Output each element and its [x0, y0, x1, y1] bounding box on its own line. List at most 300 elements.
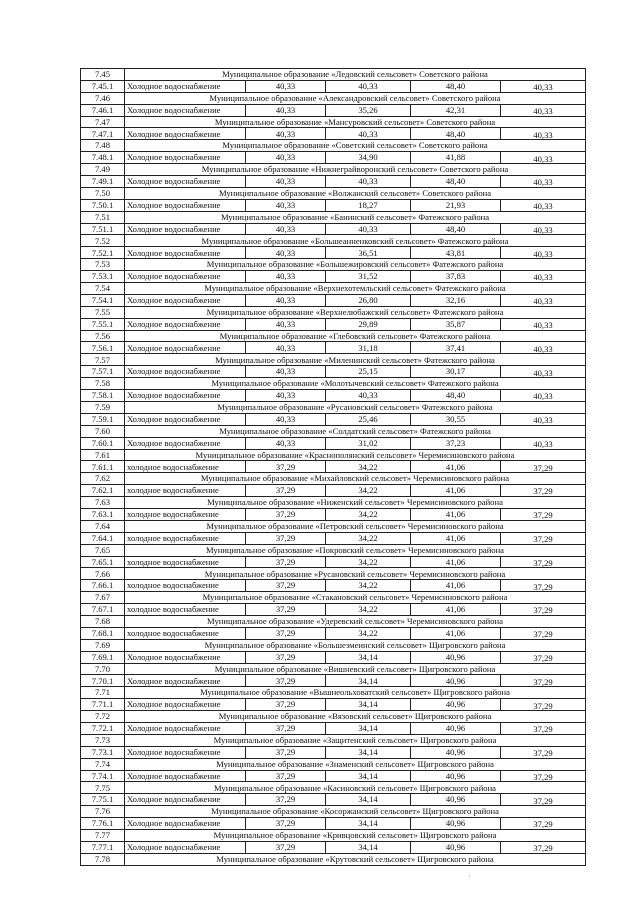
tariff-row: [81, 746, 586, 758]
row-code: 7.75.1: [81, 794, 125, 806]
municipality-title: Муниципальное образование «Советский сельсовет» Советского района: [125, 140, 586, 152]
municipality-title: Муниципальное образование «Русановский сельсовет» Фатежского района: [125, 401, 586, 413]
tariff-value-2: 34,14: [326, 818, 411, 830]
tariff-value-4: 37,29: [501, 841, 586, 853]
municipality-title: Муниципальное образование «Вышнеольховатский сельсовет» Щигровского района: [125, 687, 586, 699]
municipality-header-row: [81, 544, 586, 556]
tariff-value-3: 40,96: [411, 722, 501, 734]
row-code: 7.49: [81, 164, 125, 176]
tariff-value-3: 40,96: [411, 651, 501, 663]
tariff-row: [81, 794, 586, 806]
tariff-row: [81, 104, 586, 116]
tariff-value-2: 35,26: [326, 104, 411, 116]
row-code: 7.64: [81, 520, 125, 532]
tariff-value-2: 34,14: [326, 675, 411, 687]
tariff-value-1: 37,29: [246, 461, 326, 473]
row-code: 7.70: [81, 663, 125, 675]
tariff-value-3: 40,96: [411, 746, 501, 758]
municipality-title: Муниципальное образование «Ниженский сельсовет» Черемисиновского района: [125, 497, 586, 509]
tariff-value-2: 31,02: [326, 437, 411, 449]
tariff-value-4: 37,29: [501, 556, 586, 568]
tariff-value-4: 40,33: [501, 80, 586, 92]
row-code: 7.73.1: [81, 746, 125, 758]
municipality-header-row: [81, 687, 586, 699]
row-code: 7.54: [81, 283, 125, 295]
tariff-value-4: 40,33: [501, 342, 586, 354]
row-code: 7.69: [81, 639, 125, 651]
tariff-value-1: 40,33: [246, 342, 326, 354]
service-name: Холодное водоснабжение: [125, 794, 246, 806]
row-code: 7.47.1: [81, 128, 125, 140]
municipality-header-row: [81, 259, 586, 271]
row-code: 7.52.1: [81, 247, 125, 259]
tariff-value-3: 37,41: [411, 342, 501, 354]
row-code: 7.72: [81, 711, 125, 723]
service-name: холодное водоснабжение: [125, 461, 246, 473]
tariff-value-4: 40,33: [501, 294, 586, 306]
service-name: Холодное водоснабжение: [125, 176, 246, 188]
service-name: Холодное водоснабжение: [125, 675, 246, 687]
service-name: холодное водоснабжение: [125, 532, 246, 544]
tariff-value-1: 37,29: [246, 722, 326, 734]
row-code: 7.76: [81, 806, 125, 818]
service-name: Холодное водоснабжение: [125, 104, 246, 116]
tariff-value-2: 34,14: [326, 841, 411, 853]
tariff-value-4: 40,33: [501, 390, 586, 402]
tariff-row: [81, 413, 586, 425]
tariff-table-body: [81, 69, 586, 866]
municipality-title: Муниципальное образование «Глебовский сельсовет» Фатежского района: [125, 330, 586, 342]
tariff-value-2: 34,22: [326, 461, 411, 473]
row-code: 7.60.1: [81, 437, 125, 449]
tariff-row: [81, 318, 586, 330]
row-code: 7.45: [81, 69, 125, 81]
tariff-value-1: 37,29: [246, 794, 326, 806]
municipality-header-row: [81, 92, 586, 104]
tariff-value-3: 41,06: [411, 556, 501, 568]
tariff-value-4: 37,29: [501, 746, 586, 758]
municipality-header-row: [81, 378, 586, 390]
tariff-value-2: 25,46: [326, 413, 411, 425]
tariff-row: [81, 461, 586, 473]
service-name: Холодное водоснабжение: [125, 366, 246, 378]
municipality-header-row: [81, 330, 586, 342]
tariff-row: [81, 675, 586, 687]
row-code: 7.74: [81, 758, 125, 770]
tariff-value-3: 21,93: [411, 199, 501, 211]
row-code: 7.54.1: [81, 294, 125, 306]
tariff-value-3: 41,06: [411, 461, 501, 473]
tariff-value-3: 43,81: [411, 247, 501, 259]
municipality-title: Муниципальное образование «Верхнехотемльский сельсовет» Фатежского района: [125, 283, 586, 295]
row-code: 7.46: [81, 92, 125, 104]
tariff-value-4: 40,33: [501, 366, 586, 378]
municipality-title: Муниципальное образование «Косоржанский сельсовет» Щигровского района: [125, 806, 586, 818]
tariff-value-2: 40,33: [326, 176, 411, 188]
tariff-value-3: 40,96: [411, 675, 501, 687]
tariff-value-4: 37,29: [501, 675, 586, 687]
row-code: 7.66.1: [81, 580, 125, 592]
tariff-value-1: 40,33: [246, 247, 326, 259]
row-code: 7.68: [81, 615, 125, 627]
tariff-value-2: 31,18: [326, 342, 411, 354]
row-code: 7.64.1: [81, 532, 125, 544]
municipality-title: Муниципальное образование «Касиновский сельсовет» Щигровского района: [125, 782, 586, 794]
municipality-header-row: [81, 853, 586, 865]
service-name: Холодное водоснабжение: [125, 818, 246, 830]
tariff-value-3: 32,16: [411, 294, 501, 306]
municipality-title: Муниципальное образование «Большежировский сельсовет» Фатежского района: [125, 259, 586, 271]
tariff-value-3: 41,06: [411, 532, 501, 544]
municipality-title: Муниципальное образование «Вишневский сельсовет» Щигровского района: [125, 663, 586, 675]
tariff-value-3: 40,96: [411, 770, 501, 782]
tariff-value-4: 37,29: [501, 794, 586, 806]
service-name: Холодное водоснабжение: [125, 699, 246, 711]
tariff-value-1: 37,29: [246, 841, 326, 853]
municipality-header-row: [81, 830, 586, 842]
municipality-header-row: [81, 758, 586, 770]
tariff-value-4: 37,29: [501, 699, 586, 711]
tariff-value-3: 48,40: [411, 128, 501, 140]
tariff-value-1: 37,29: [246, 485, 326, 497]
tariff-value-1: 40,33: [246, 271, 326, 283]
service-name: холодное водоснабжение: [125, 604, 246, 616]
tariff-value-2: 34,14: [326, 794, 411, 806]
row-code: 7.76.1: [81, 818, 125, 830]
page-mark: ·: [468, 872, 471, 881]
row-code: 7.48: [81, 140, 125, 152]
municipality-title: Муниципальное образование «Волжанский сельсовет» Советского района: [125, 187, 586, 199]
tariff-value-4: 40,33: [501, 223, 586, 235]
tariff-value-1: 37,29: [246, 675, 326, 687]
tariff-value-1: 37,29: [246, 627, 326, 639]
municipality-title: Муниципальное образование «Крутовский сельсовет» Щигровского района: [125, 853, 586, 865]
municipality-header-row: [81, 806, 586, 818]
tariff-value-4: 40,33: [501, 318, 586, 330]
row-code: 7.70.1: [81, 675, 125, 687]
service-name: Холодное водоснабжение: [125, 841, 246, 853]
tariff-value-1: 40,33: [246, 390, 326, 402]
tariff-value-1: 40,33: [246, 128, 326, 140]
tariff-value-2: 34,14: [326, 746, 411, 758]
service-name: Холодное водоснабжение: [125, 437, 246, 449]
municipality-header-row: [81, 425, 586, 437]
municipality-header-row: [81, 497, 586, 509]
tariff-value-4: 37,29: [501, 627, 586, 639]
service-name: Холодное водоснабжение: [125, 342, 246, 354]
row-code: 7.73: [81, 734, 125, 746]
tariff-value-3: 48,40: [411, 223, 501, 235]
municipality-title: Муниципальное образование «Вязовский сельсовет» Щигровского района: [125, 711, 586, 723]
municipality-header-row: [81, 568, 586, 580]
tariff-value-3: 41,06: [411, 604, 501, 616]
municipality-header-row: [81, 592, 586, 604]
municipality-header-row: [81, 140, 586, 152]
municipality-header-row: [81, 663, 586, 675]
row-code: 7.53: [81, 259, 125, 271]
row-code: 7.56.1: [81, 342, 125, 354]
row-code: 7.61.1: [81, 461, 125, 473]
municipality-header-row: [81, 235, 586, 247]
tariff-value-4: 37,29: [501, 604, 586, 616]
row-code: 7.74.1: [81, 770, 125, 782]
tariff-value-3: 41,06: [411, 627, 501, 639]
municipality-title: Муниципальное образование «Молотычевский сельсовет» Фатежского района: [125, 378, 586, 390]
row-code: 7.49.1: [81, 176, 125, 188]
tariff-value-3: 41,88: [411, 152, 501, 164]
tariff-row: [81, 699, 586, 711]
tariff-value-1: 40,33: [246, 366, 326, 378]
municipality-title: Муниципальное образование «Покровский сельсовет» Черемисиновского района: [125, 544, 586, 556]
tariff-value-3: 40,96: [411, 841, 501, 853]
row-code: 7.63: [81, 497, 125, 509]
tariff-row: [81, 627, 586, 639]
municipality-title: Муниципальное образование «Удеревский сельсовет» Черемисиновского района: [125, 615, 586, 627]
tariff-value-2: 34,22: [326, 508, 411, 520]
row-code: 7.62: [81, 473, 125, 485]
tariff-value-3: 42,31: [411, 104, 501, 116]
tariff-row: [81, 770, 586, 782]
municipality-header-row: [81, 782, 586, 794]
municipality-header-row: [81, 639, 586, 651]
tariff-value-1: 37,29: [246, 651, 326, 663]
tariff-value-4: 40,33: [501, 176, 586, 188]
tariff-value-4: 37,29: [501, 532, 586, 544]
tariff-value-3: 40,96: [411, 699, 501, 711]
tariff-value-4: 37,29: [501, 461, 586, 473]
tariff-value-1: 40,33: [246, 199, 326, 211]
municipality-header-row: [81, 520, 586, 532]
municipality-title: Муниципальное образование «Солдатский сельсовет» Фатежского района: [125, 425, 586, 437]
tariff-value-1: 37,29: [246, 556, 326, 568]
tariff-value-2: 18,27: [326, 199, 411, 211]
tariff-value-4: 37,29: [501, 508, 586, 520]
tariff-value-3: 37,83: [411, 271, 501, 283]
tariff-value-4: 37,29: [501, 580, 586, 592]
municipality-header-row: [81, 734, 586, 746]
municipality-title: Муниципальное образование «Кривцовский сельсовет» Щигровского района: [125, 830, 586, 842]
tariff-value-2: 29,89: [326, 318, 411, 330]
tariff-value-1: 37,29: [246, 699, 326, 711]
row-code: 7.78: [81, 853, 125, 865]
tariff-row: [81, 508, 586, 520]
tariff-value-4: 40,33: [501, 247, 586, 259]
service-name: холодное водоснабжение: [125, 485, 246, 497]
tariff-value-2: 34,22: [326, 580, 411, 592]
municipality-title: Муниципальное образование «Защитенский сельсовет» Щигровского района: [125, 734, 586, 746]
tariff-row: [81, 80, 586, 92]
tariff-value-4: 40,33: [501, 271, 586, 283]
tariff-value-3: 35,87: [411, 318, 501, 330]
municipality-header-row: [81, 211, 586, 223]
row-code: 7.62.1: [81, 485, 125, 497]
service-name: Холодное водоснабжение: [125, 152, 246, 164]
municipality-header-row: [81, 306, 586, 318]
row-code: 7.72.1: [81, 722, 125, 734]
row-code: 7.52: [81, 235, 125, 247]
municipality-header-row: [81, 354, 586, 366]
municipality-title: Муниципальное образование «Нижнеграйворонский сельсовет» Советского района: [125, 164, 586, 176]
tariff-value-1: 37,29: [246, 770, 326, 782]
tariff-value-3: 30,55: [411, 413, 501, 425]
municipality-title: Муниципальное образование «Александровский сельсовет» Советского района: [125, 92, 586, 104]
tariff-value-1: 37,29: [246, 532, 326, 544]
tariff-row: [81, 294, 586, 306]
tariff-value-2: 26,80: [326, 294, 411, 306]
municipality-title: Муниципальное образование «Знаменский сельсовет» Щигровского района: [125, 758, 586, 770]
municipality-title: Муниципальное образование «Русановский сельсовет» Черемисиновского района: [125, 568, 586, 580]
row-code: 7.59: [81, 401, 125, 413]
municipality-title: Муниципальное образование «Большеанненковский сельсовет» Фатежского района: [125, 235, 586, 247]
tariff-value-1: 40,33: [246, 104, 326, 116]
row-code: 7.51: [81, 211, 125, 223]
tariff-value-2: 36,51: [326, 247, 411, 259]
row-code: 7.50: [81, 187, 125, 199]
municipality-header-row: [81, 449, 586, 461]
tariff-value-3: 41,06: [411, 580, 501, 592]
tariff-row: [81, 247, 586, 259]
service-name: Холодное водоснабжение: [125, 390, 246, 402]
tariff-value-4: 37,29: [501, 485, 586, 497]
tariff-row: [81, 580, 586, 592]
service-name: Холодное водоснабжение: [125, 318, 246, 330]
row-code: 7.65.1: [81, 556, 125, 568]
tariff-value-4: 37,29: [501, 770, 586, 782]
tariff-row: [81, 532, 586, 544]
row-code: 7.66: [81, 568, 125, 580]
tariff-row: [81, 651, 586, 663]
municipality-title: Муниципальное образование «Банинский сельсовет» Фатежского района: [125, 211, 586, 223]
tariff-value-2: 34,14: [326, 722, 411, 734]
row-code: 7.67.1: [81, 604, 125, 616]
tariff-value-2: 40,33: [326, 223, 411, 235]
municipality-title: Муниципальное образование «Петровский сельсовет» Черемисиновского района: [125, 520, 586, 532]
row-code: 7.57: [81, 354, 125, 366]
row-code: 7.61: [81, 449, 125, 461]
service-name: холодное водоснабжение: [125, 580, 246, 592]
tariff-value-2: 34,14: [326, 770, 411, 782]
row-code: 7.67: [81, 592, 125, 604]
tariff-row: [81, 556, 586, 568]
tariff-value-3: 40,96: [411, 794, 501, 806]
tariff-value-2: 34,22: [326, 604, 411, 616]
row-code: 7.75: [81, 782, 125, 794]
row-code: 7.60: [81, 425, 125, 437]
row-code: 7.45.1: [81, 80, 125, 92]
row-code: 7.51.1: [81, 223, 125, 235]
tariff-value-3: 37,23: [411, 437, 501, 449]
tariff-row: [81, 390, 586, 402]
tariff-value-1: 37,29: [246, 818, 326, 830]
row-code: 7.50.1: [81, 199, 125, 211]
tariff-table: [80, 68, 586, 866]
tariff-value-4: 37,29: [501, 818, 586, 830]
tariff-value-4: 40,33: [501, 437, 586, 449]
municipality-title: Муниципальное образование «Стакановский сельсовет» Черемисиновского района: [125, 592, 586, 604]
row-code: 7.48.1: [81, 152, 125, 164]
row-code: 7.55: [81, 306, 125, 318]
row-code: 7.71: [81, 687, 125, 699]
row-code: 7.65: [81, 544, 125, 556]
municipality-title: Муниципальное образование «Краснополянский сельсовет» Черемисиновского района: [125, 449, 586, 461]
municipality-title: Муниципальное образование «Верхнелюбажский сельсовет» Фатежского района: [125, 306, 586, 318]
tariff-value-4: 40,33: [501, 152, 586, 164]
row-code: 7.69.1: [81, 651, 125, 663]
tariff-value-3: 41,06: [411, 508, 501, 520]
tariff-value-2: 40,33: [326, 390, 411, 402]
tariff-value-2: 34,22: [326, 485, 411, 497]
tariff-value-3: 41,06: [411, 485, 501, 497]
municipality-header-row: [81, 473, 586, 485]
row-code: 7.46.1: [81, 104, 125, 116]
row-code: 7.57.1: [81, 366, 125, 378]
tariff-value-2: 34,22: [326, 532, 411, 544]
municipality-header-row: [81, 401, 586, 413]
tariff-value-2: 34,90: [326, 152, 411, 164]
tariff-value-2: 40,33: [326, 128, 411, 140]
service-name: Холодное водоснабжение: [125, 247, 246, 259]
tariff-row: [81, 271, 586, 283]
tariff-row: [81, 437, 586, 449]
service-name: Холодное водоснабжение: [125, 651, 246, 663]
tariff-value-1: 40,33: [246, 413, 326, 425]
tariff-value-2: 34,14: [326, 651, 411, 663]
row-code: 7.59.1: [81, 413, 125, 425]
row-code: 7.47: [81, 116, 125, 128]
municipality-header-row: [81, 283, 586, 295]
municipality-header-row: [81, 69, 586, 81]
service-name: Холодное водоснабжение: [125, 722, 246, 734]
row-code: 7.77: [81, 830, 125, 842]
tariff-value-2: 31,52: [326, 271, 411, 283]
tariff-value-2: 34,22: [326, 627, 411, 639]
row-code: 7.58.1: [81, 390, 125, 402]
tariff-value-4: 40,33: [501, 413, 586, 425]
tariff-value-2: 40,33: [326, 80, 411, 92]
tariff-row: [81, 818, 586, 830]
tariff-row: [81, 722, 586, 734]
tariff-value-2: 34,14: [326, 699, 411, 711]
tariff-value-1: 40,33: [246, 80, 326, 92]
tariff-value-2: 25,15: [326, 366, 411, 378]
tariff-row: [81, 199, 586, 211]
tariff-value-3: 48,40: [411, 176, 501, 188]
row-code: 7.53.1: [81, 271, 125, 283]
tariff-value-3: 48,40: [411, 390, 501, 402]
municipality-title: Муниципальное образование «Миленинский сельсовет» Фатежского района: [125, 354, 586, 366]
service-name: холодное водоснабжение: [125, 556, 246, 568]
tariff-row: [81, 485, 586, 497]
service-name: Холодное водоснабжение: [125, 294, 246, 306]
service-name: Холодное водоснабжение: [125, 413, 246, 425]
row-code: 7.68.1: [81, 627, 125, 639]
tariff-row: [81, 223, 586, 235]
tariff-value-1: 40,33: [246, 437, 326, 449]
tariff-row: [81, 176, 586, 188]
row-code: 7.63.1: [81, 508, 125, 520]
row-code: 7.55.1: [81, 318, 125, 330]
tariff-row: [81, 841, 586, 853]
municipality-header-row: [81, 615, 586, 627]
municipality-header-row: [81, 164, 586, 176]
tariff-value-1: 40,33: [246, 318, 326, 330]
row-code: 7.71.1: [81, 699, 125, 711]
municipality-title: Муниципальное образование «Ледовский сельсовет» Советского района: [125, 69, 586, 81]
service-name: холодное водоснабжение: [125, 508, 246, 520]
tariff-value-3: 40,96: [411, 818, 501, 830]
municipality-header-row: [81, 187, 586, 199]
row-code: 7.58: [81, 378, 125, 390]
